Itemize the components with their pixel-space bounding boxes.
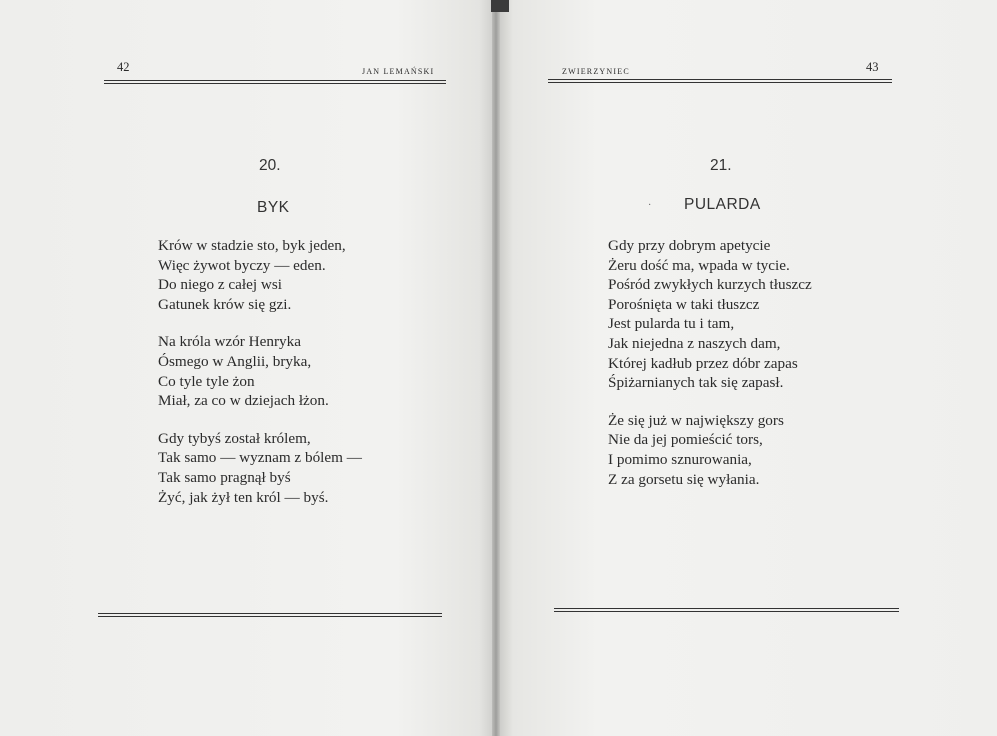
footer-rule [98,613,442,617]
verse-line: Porośnięta w taki tłuszcz [608,295,760,313]
poem-body [158,236,362,525]
poem-body [608,236,812,507]
verse-line: Jak niejedna z naszych dam, [608,334,781,352]
speck: · [648,200,652,211]
verse-line: Tak samo pragnął byś [158,468,291,486]
verse-line: Śpiżarnianych tak się zapasł. [608,374,784,392]
running-head: ZWIERZYNIEC [562,67,630,76]
verse-line: Z za gorsetu się wyłania. [608,470,760,488]
right-page [498,0,997,736]
verse-line: Miał, za co w dziejach łżon. [158,392,329,410]
header-rule [104,80,446,84]
verse-line: Żyć, jak żył ten król — byś. [158,488,329,506]
verse-line: Do niego z całej wsi [158,276,282,294]
verse-line: Nie da jej pomieścić tors, [608,431,763,449]
poem-title: PULARDA [684,196,761,213]
page-number: 43 [866,60,879,74]
stanza [158,236,362,314]
verse-line: Pośród zwykłych kurzych tłuszcz [608,276,812,294]
page-number: 42 [117,60,130,74]
book-spine [491,0,509,12]
header-rule [548,79,892,83]
verse-line: I pomimo sznurowania, [608,450,752,468]
stanza [158,332,362,410]
poem-title: BYK [257,199,290,216]
verse-line: Gdy przy dobrym apetycie [608,237,771,254]
verse-line: Że się już w największy gors [608,411,784,429]
verse-line: Krów w stadzie sto, byk jeden, [158,237,346,254]
footer-rule [554,608,899,612]
verse-line: Ósmego w Anglii, bryka, [158,352,312,370]
poem-number: 21. [710,157,732,174]
verse-line: Na króla wzór Henryka [158,333,301,351]
verse-line: Więc żywot byczy — eden. [158,256,326,274]
verse-line: Jest pularda tu i tam, [608,315,735,333]
stanza [158,429,362,507]
verse-line: Żeru dość ma, wpada w tycie. [608,256,790,274]
stanza [608,411,812,489]
book-gutter [492,0,500,736]
verse-line: Gatunek krów się gzi. [158,295,292,313]
verse-line: Gdy tybyś został królem, [158,429,311,447]
verse-line: Tak samo — wyznam z bólem — [158,449,362,467]
poem-number: 20. [259,157,281,174]
verse-line: Której kadłub przez dóbr zapas [608,354,798,372]
running-head: JAN LEMAŃSKI [362,67,435,76]
verse-line: Co tyle tyle żon [158,372,255,390]
left-page [0,0,494,736]
stanza [608,236,812,393]
